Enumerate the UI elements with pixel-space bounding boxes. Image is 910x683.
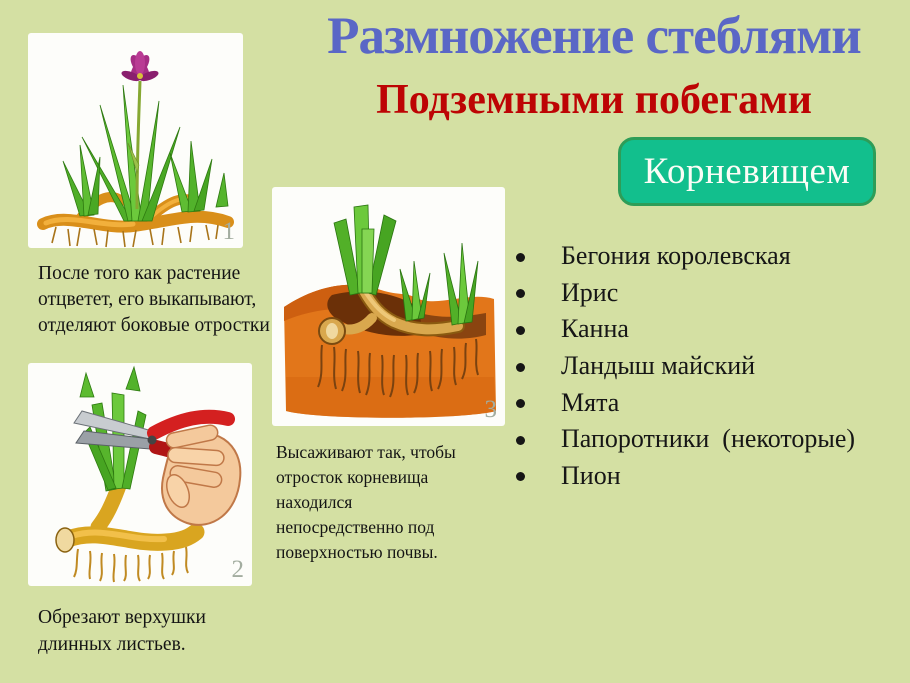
caption-line: отделяют боковые отростки <box>38 315 270 336</box>
bullet-icon <box>516 289 525 298</box>
caption-step-1 <box>38 261 270 339</box>
page-title: Размножение стеблями <box>327 7 861 65</box>
roots-shape <box>74 547 188 582</box>
figure-number: 3 <box>484 396 497 423</box>
pruning-shears-illustration <box>28 363 252 586</box>
caption-line: отросток корневища <box>276 467 429 487</box>
bullet-icon <box>516 399 525 408</box>
caption-line: находился <box>276 492 353 512</box>
figure-number: 1 <box>222 218 235 245</box>
leaves-shape <box>63 85 228 221</box>
caption-line: После того как растение <box>38 263 241 284</box>
bullet-icon <box>516 363 525 372</box>
caption-line: Высаживают так, чтобы <box>276 442 456 462</box>
figure-2 <box>28 363 252 586</box>
caption-step-3 <box>276 440 456 565</box>
bullet-icon <box>516 472 525 481</box>
plant-list <box>516 238 910 494</box>
list-item <box>516 458 910 495</box>
caption-line: длинных листьев. <box>38 634 186 655</box>
list-item-label: Мята <box>561 387 620 417</box>
bullet-icon <box>516 436 525 445</box>
caption-line: непосредственно под <box>276 517 435 537</box>
list-item-label: Канна <box>561 314 629 344</box>
page-subtitle: Подземными побегами <box>376 77 812 123</box>
rhizome-button-label: Корневищем <box>643 151 851 192</box>
caption-step-2 <box>38 604 206 658</box>
caption-line: Обрезают верхушки <box>38 607 206 628</box>
hand-shape <box>162 424 240 525</box>
figure-3 <box>272 187 505 426</box>
caption-line: поверхностью почвы. <box>276 542 438 562</box>
rhizome-button[interactable] <box>618 137 876 206</box>
bullet-icon <box>516 326 525 335</box>
list-item-label: Пион <box>561 460 621 490</box>
list-item <box>516 421 910 458</box>
list-item-label: Бегония королевская <box>561 241 791 271</box>
figure-number: 2 <box>231 556 244 583</box>
list-item-label: Папоротники (некоторые) <box>561 424 856 454</box>
list-item <box>516 275 910 312</box>
list-item <box>516 238 910 275</box>
figure-1 <box>28 33 243 248</box>
iris-plant-illustration <box>28 33 243 248</box>
planted-rhizome-illustration <box>272 187 505 426</box>
list-item-label: Ландыш майский <box>561 351 756 381</box>
list-item <box>516 311 910 348</box>
list-item <box>516 384 910 421</box>
list-item <box>516 348 910 385</box>
caption-line: отцветет, его выкапывают, <box>38 289 257 310</box>
bullet-icon <box>516 253 525 262</box>
list-item-label: Ирис <box>561 277 619 307</box>
